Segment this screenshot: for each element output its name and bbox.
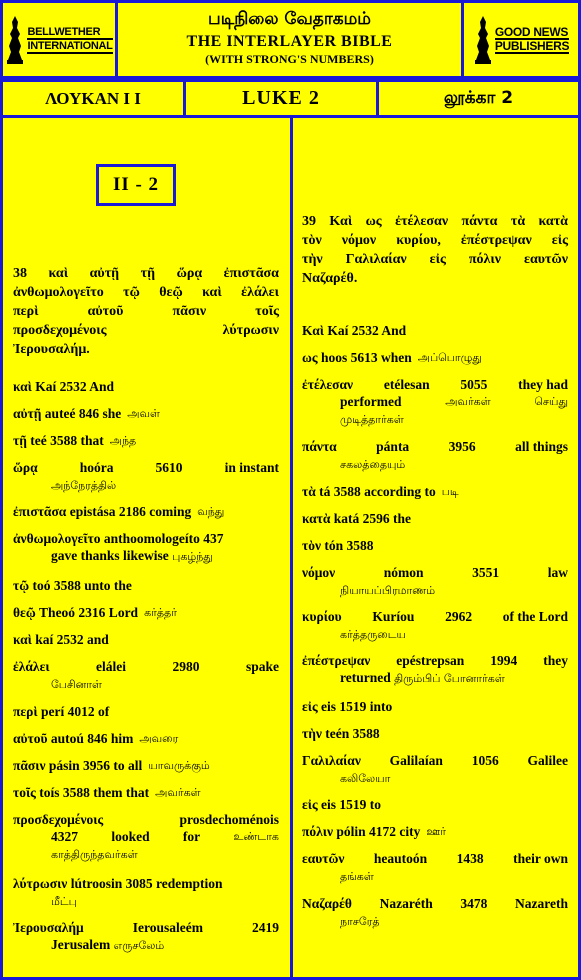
- word-entry: [13, 459, 279, 494]
- verse-38-text: [13, 264, 279, 359]
- title-luke: LUKE 2: [242, 87, 320, 109]
- word-entry: [302, 823, 568, 840]
- entry-main: αὐτοῦ autoú 846 him: [13, 731, 134, 746]
- tamil-gloss: கர்த்தருடைய: [340, 628, 406, 641]
- tamil-gloss: நாசரேத்: [340, 915, 380, 928]
- english-gloss: prosdechoménois: [179, 812, 279, 827]
- entry-continuation: [302, 455, 568, 473]
- word-entry: [13, 405, 279, 422]
- word-entry: [13, 875, 279, 910]
- continuation-word: உண்டாக: [233, 830, 279, 843]
- word-entry: [302, 376, 568, 428]
- entry-continuation: [302, 669, 568, 687]
- greek-word: ἐλάλει: [13, 659, 50, 674]
- title-greek: ΛΟΥΚΑΝ Ι Ι: [45, 88, 141, 108]
- word-entry: [302, 850, 568, 885]
- english-gloss: 2419: [252, 920, 279, 935]
- tamil-gloss: காத்திருந்தவர்கள்: [51, 848, 138, 861]
- right-logo-text: GOOD NEWS PUBLISHERS: [494, 24, 570, 53]
- greek-word: εαυτῶν: [302, 851, 345, 866]
- english-gloss: gave thanks likewise: [51, 548, 169, 563]
- title-english: THE INTERLAYER BIBLE: [186, 33, 393, 50]
- word-entry: [13, 378, 279, 395]
- transliteration: elálei: [96, 659, 127, 674]
- continuation-word: looked: [111, 829, 150, 844]
- word-entry: [302, 537, 568, 554]
- greek-word: ἐτέλεσαν: [302, 377, 354, 392]
- left-logo-box: [0, 0, 118, 79]
- title-greek-box: [0, 79, 186, 118]
- word-entry: [302, 752, 568, 787]
- entry-main: καὶ Kaí 2532 And: [13, 379, 114, 394]
- verse-line: 38 καὶ αὐτῇ τῇ ὥρᾳ ἐπιστᾶσα: [13, 266, 279, 281]
- greek-word: πάντα: [302, 439, 337, 454]
- entry-main: πᾶσιν pásin 3956 to all: [13, 758, 143, 773]
- word-entry: [13, 658, 279, 693]
- word-entry: [302, 725, 568, 742]
- greek-word: Ἰερουσαλήμ: [13, 920, 84, 935]
- word-entry: [13, 432, 279, 449]
- entry-continuation: [13, 936, 279, 954]
- english-gloss: they: [543, 653, 568, 668]
- tamil-gloss: அவள்: [127, 407, 160, 420]
- tamil-gloss: வந்து: [197, 505, 225, 518]
- right-logo-box: [461, 0, 581, 79]
- greek-word: ἐπέστρεψαν: [302, 653, 371, 668]
- word-entry: [302, 510, 568, 527]
- entry-continuation: [13, 675, 279, 693]
- word-entry: [302, 652, 568, 687]
- word-entry: [13, 757, 279, 774]
- tamil-gloss: படி: [441, 485, 459, 498]
- greek-word: κυρίου: [302, 609, 342, 624]
- entry-continuation: [302, 769, 568, 787]
- english-gloss: Jerusalem: [51, 937, 111, 952]
- transliteration: Kuríou: [372, 609, 415, 624]
- continuation-word: செய்து: [534, 395, 568, 408]
- greek-word: νόμον: [302, 565, 336, 580]
- verse-line: 39 Καὶ ως ἐτέλεσαν πάντα τὰ κατὰ: [302, 214, 568, 229]
- entry-main: τὰ tá 3588 according to: [302, 484, 436, 499]
- english-gloss: Nazareth: [515, 896, 568, 911]
- verse-line: προσδεχομένοις λύτρωσιν: [13, 323, 279, 338]
- transliteration: heautoón: [373, 851, 428, 866]
- entry-main: ως hoos 5613 when: [302, 350, 412, 365]
- entry-continuation: [302, 625, 568, 643]
- entry-main: τοῖς toís 3588 them that: [13, 785, 150, 800]
- transliteration: etélesan: [383, 377, 430, 392]
- word-entry: [302, 564, 568, 599]
- word-entry: [13, 604, 279, 621]
- tamil-gloss: முடித்தார்கள்: [340, 413, 404, 426]
- good-news-logo-icon: [473, 14, 493, 66]
- entry-main: πόλιν pólin 4172 city: [302, 824, 421, 839]
- tamil-gloss: பேசினாள்: [51, 678, 102, 691]
- tamil-gloss: யாவருக்கும்: [148, 759, 210, 772]
- entry-main: κατὰ katá 2596 the: [302, 511, 412, 526]
- entry-main: τὴν teén 3588: [302, 726, 380, 741]
- entry-main: τῷ toó 3588 unto the: [13, 578, 132, 593]
- tamil-gloss: கலிலேயா: [340, 772, 391, 785]
- strongs-number: 5055: [460, 377, 488, 392]
- word-entry: [302, 698, 568, 715]
- word-entry: [302, 322, 568, 339]
- tamil-gloss: அப்பொழுது: [417, 351, 482, 364]
- word-entry: [302, 438, 568, 473]
- tamil-gloss: அவர்கள்: [155, 786, 201, 799]
- entry-main: αὐτῇ auteé 846 she: [13, 406, 122, 421]
- entry-continuation: [302, 410, 568, 428]
- continuation-word: 4327: [51, 829, 78, 844]
- continuation-word: performed: [340, 394, 402, 409]
- chapter-box: II - 2: [96, 164, 176, 206]
- transliteration: nómon: [383, 565, 424, 580]
- english-gloss: Galilee: [527, 753, 568, 768]
- entry-main: εἰς eis 1519 into: [302, 699, 393, 714]
- strongs-number: 3478: [460, 896, 488, 911]
- title-tamil-box: [376, 79, 581, 118]
- entry-continuation: [13, 547, 279, 565]
- tamil-gloss: தங்கள்: [340, 870, 374, 883]
- entry-continuation: [13, 828, 279, 845]
- transliteration: pánta: [376, 439, 410, 454]
- subtitle: (WITH STRONG'S NUMBERS): [205, 52, 374, 66]
- strongs-number: 3551: [472, 565, 500, 580]
- english-gloss: they had: [518, 377, 568, 392]
- strongs-number: 2962: [445, 609, 473, 624]
- continuation-word: for: [182, 829, 201, 844]
- word-entry: [13, 503, 279, 520]
- word-entry: [13, 811, 279, 863]
- left-logo-text: BELLWETHER INTERNATIONAL: [27, 25, 113, 52]
- entry-main: εἰς eis 1519 to: [302, 797, 382, 812]
- english-gloss: spake: [245, 659, 279, 674]
- word-entry: [302, 483, 568, 500]
- entry-main: Καὶ Kaí 2532 And: [302, 323, 407, 338]
- tamil-gloss: கர்த்தர்: [144, 606, 177, 619]
- strongs-number: 1438: [456, 851, 484, 866]
- entry-main: περὶ perí 4012 of: [13, 704, 110, 719]
- word-entry: [13, 730, 279, 747]
- word-entry: [302, 349, 568, 366]
- word-entry: [13, 530, 279, 565]
- english-gloss: returned: [340, 670, 391, 685]
- verse-line: τὴν Γαλιλαίαν εἰς πόλιν εαυτῶν: [302, 252, 568, 267]
- tamil-gloss: நியாயப்பிரமாணம்: [340, 584, 436, 597]
- tamil-gloss: ஊர்: [426, 825, 446, 838]
- entry-continuation: [302, 912, 568, 930]
- entry-continuation: [302, 867, 568, 885]
- bellwether-logo-icon: [5, 14, 25, 66]
- title-english-box: [183, 79, 379, 118]
- tamil-gloss: புகழ்ந்து: [172, 550, 213, 563]
- strongs-number: 3956: [448, 439, 476, 454]
- verse-line: Ναζαρέθ.: [302, 271, 358, 286]
- verse-line: περὶ αὐτοῦ πᾶσιν τοῖς: [13, 304, 279, 319]
- tamil-gloss: அவரை: [139, 732, 179, 745]
- transliteration: Galilaían: [389, 753, 443, 768]
- verse-line: ἀνθωμολογεῖτο τῷ θεῷ καὶ ἐλάλει: [13, 285, 279, 300]
- strongs-number: 2980: [172, 659, 200, 674]
- word-entry: [302, 608, 568, 643]
- word-entry: [13, 919, 279, 954]
- greek-word: Ναζαρέθ: [302, 896, 352, 911]
- transliteration: Ierousaleém: [132, 920, 203, 935]
- transliteration: epéstrepsan: [396, 653, 465, 668]
- continuation-word: அவர்கள்: [445, 395, 491, 408]
- entry-main: τὸν tón 3588: [302, 538, 374, 553]
- greek-word: ὥρᾳ: [13, 460, 38, 475]
- tamil-gloss: திரும்பிப் போனார்கள்: [394, 672, 505, 685]
- greek-word: Γαλιλαίαν: [302, 753, 361, 768]
- entry-continuation: [13, 845, 279, 863]
- title-tamil: படிநிலை வேதாகமம்: [208, 9, 371, 29]
- word-entry: [13, 703, 279, 720]
- tamil-gloss: அந்த: [109, 434, 137, 447]
- entry-main: λύτρωσιν lútroosin 3085 redemption: [13, 876, 223, 891]
- entry-continuation: [302, 393, 568, 410]
- entry-continuation: [302, 581, 568, 599]
- tamil-gloss: அந்நேரத்தில்: [51, 479, 117, 492]
- tamil-gloss: எருசலேம்: [113, 939, 165, 952]
- tamil-gloss: சகலத்தையும்: [340, 458, 406, 471]
- word-entry: [13, 784, 279, 801]
- verse-line: τὸν νόμον κυρίου, ἐπέστρεψαν εἰς: [302, 233, 568, 248]
- english-gloss: in instant: [224, 460, 279, 475]
- verse-line: Ἰερουσαλήμ.: [13, 342, 90, 357]
- header-title-box: [115, 0, 464, 79]
- strongs-number: 5610: [155, 460, 183, 475]
- english-gloss: all things: [515, 439, 568, 454]
- entry-continuation: [13, 476, 279, 494]
- entry-main: θεῷ Theoó 2316 Lord: [13, 605, 139, 620]
- word-entry: [13, 631, 279, 648]
- entry-main: ἐπιστᾶσα epistása 2186 coming: [13, 504, 192, 519]
- entry-main: ἀνθωμολογεῖτο anthoomologeíto 437: [13, 531, 224, 546]
- word-entry: [302, 796, 568, 813]
- verse-39-text: [302, 212, 568, 288]
- entry-continuation: [13, 892, 279, 910]
- english-gloss: law: [547, 565, 568, 580]
- transliteration: hoóra: [79, 460, 114, 475]
- strongs-number: 1056: [471, 753, 499, 768]
- entry-main: τῇ teé 3588 that: [13, 433, 104, 448]
- entry-main: καὶ kaí 2532 and: [13, 632, 109, 647]
- english-gloss: their own: [513, 851, 568, 866]
- word-entry: [302, 895, 568, 930]
- title-tamil-luke: லூக்கா 2: [443, 87, 514, 108]
- tamil-gloss: மீட்பு: [51, 895, 77, 908]
- transliteration: Nazaréth: [379, 896, 433, 911]
- word-entry: [13, 577, 279, 594]
- strongs-number: 1994: [490, 653, 518, 668]
- greek-word: προσδεχομένοις: [13, 812, 104, 827]
- english-gloss: of the Lord: [502, 609, 568, 624]
